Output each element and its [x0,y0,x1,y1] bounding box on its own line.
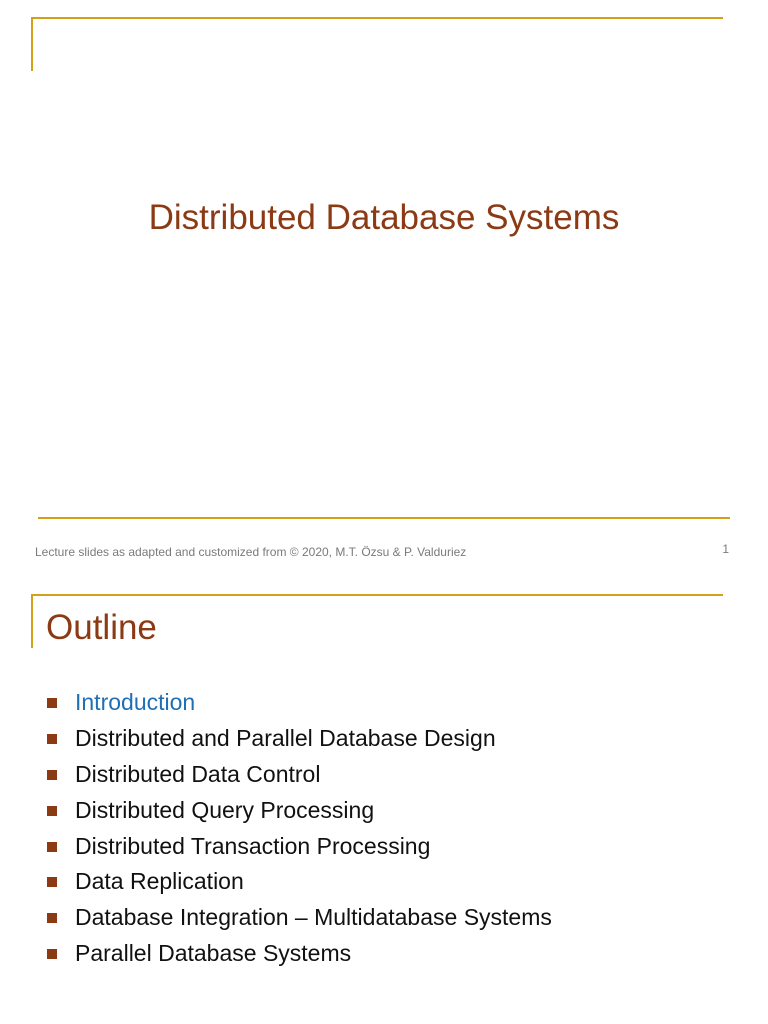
list-item[interactable] [46,757,552,793]
slide-title: Distributed Database Systems [148,198,620,237]
left-accent-rule [31,594,33,648]
list-item[interactable] [46,685,552,721]
footer-credit: Lecture slides as adapted and customized from © 2020, M.T. Özsu & P. Valduriez [35,545,467,559]
square-bullet-icon [47,842,57,852]
square-bullet-icon [47,806,57,816]
list-item-label: Data Replication [75,868,244,895]
square-bullet-icon [47,734,57,744]
list-item-label: Distributed Query Processing [75,796,375,823]
list-item-label: Parallel Database Systems [75,940,352,967]
list-item[interactable] [46,864,552,900]
top-accent-rule [31,17,723,19]
left-accent-rule [31,17,33,71]
list-item[interactable] [46,793,552,829]
list-item-label: Database Integration – Multidatabase Systems [75,904,552,931]
list-item[interactable] [46,936,552,972]
list-item-label: Distributed Data Control [75,760,321,787]
square-bullet-icon [47,770,57,780]
list-item[interactable] [46,900,552,936]
list-item[interactable] [46,829,552,865]
square-bullet-icon [47,949,57,959]
list-item[interactable] [46,721,552,757]
square-bullet-icon [47,913,57,923]
list-item-label: Distributed Transaction Processing [75,832,431,859]
list-item-label: Introduction [75,689,196,715]
list-item-label: Distributed and Parallel Database Design [75,724,496,751]
top-accent-rule [31,594,723,596]
outline-list [46,685,552,972]
footer-accent-rule [38,517,730,519]
page-number: 1 [722,542,729,556]
square-bullet-icon [47,877,57,887]
square-bullet-icon [47,698,57,708]
outline-title: Outline [46,608,157,647]
